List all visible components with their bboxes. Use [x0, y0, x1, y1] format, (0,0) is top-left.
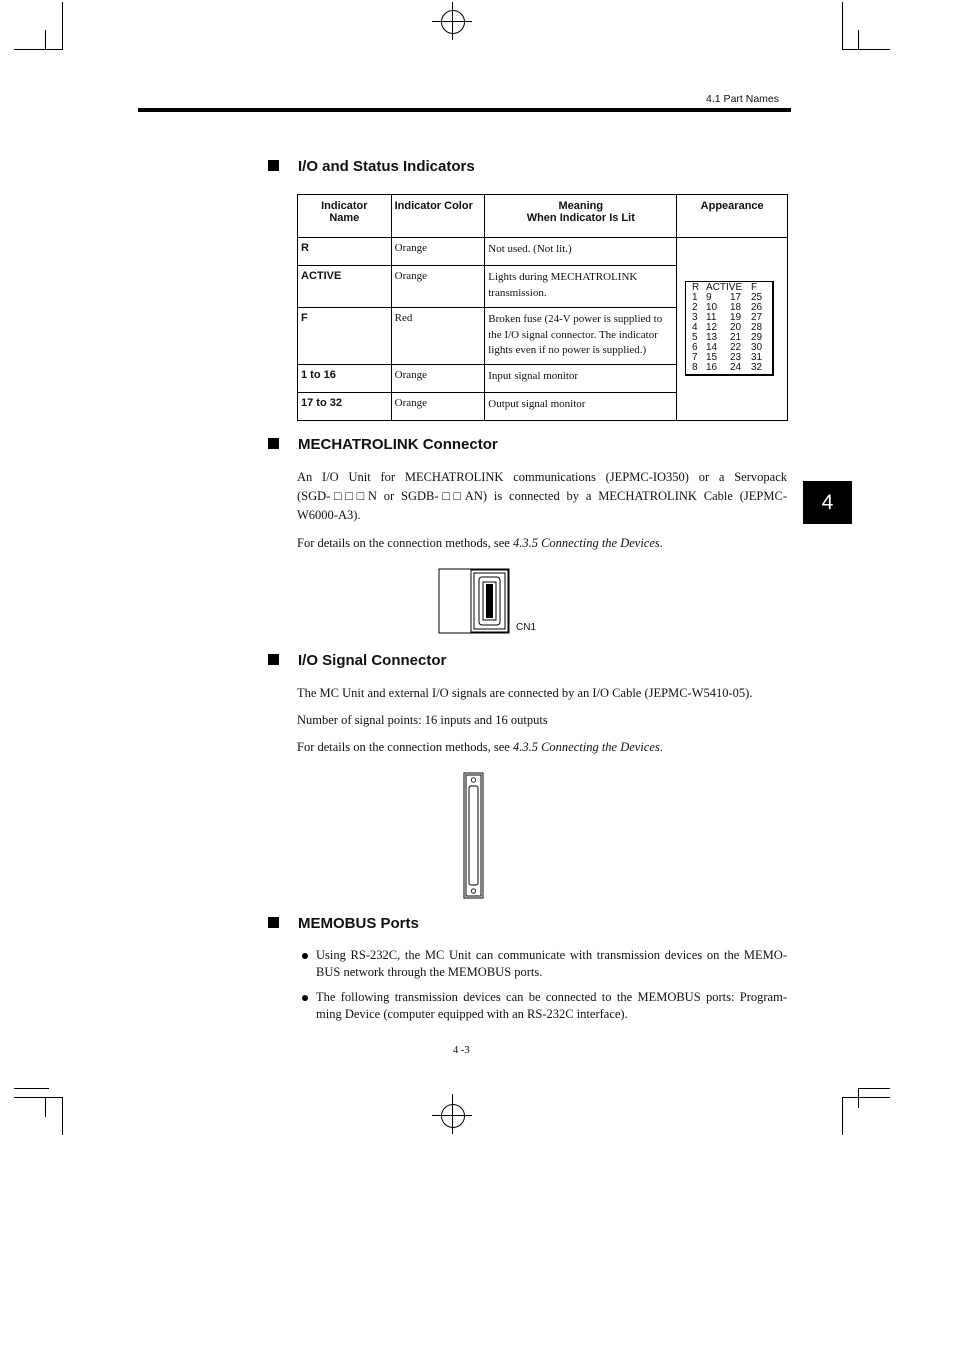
table-header-row	[298, 195, 788, 238]
section-heading-mechatrolink: MECHATROLINK Connector	[268, 436, 498, 453]
panel-led-number: 11	[706, 312, 717, 323]
registration-mark	[452, 1094, 453, 1134]
panel-label-f: F	[751, 282, 758, 293]
registration-mark	[432, 1115, 472, 1116]
panel-led-number: 18	[730, 302, 742, 313]
io-signal-points: Number of signal points: 16 inputs and 16 outputs	[297, 713, 548, 727]
section-heading-io-status: I/O and Status Indicators	[268, 158, 475, 175]
panel-led-number: 16	[706, 362, 718, 373]
crop-mark	[858, 1088, 890, 1089]
panel-led-number: 7	[692, 352, 698, 363]
panel-led-number: 14	[706, 342, 718, 353]
cn1-label: CN1	[516, 622, 537, 633]
io-connector-drawing	[463, 772, 485, 900]
panel-label-active: ACTIVE	[706, 282, 743, 293]
panel-led-number: 13	[706, 332, 718, 343]
panel-led-number: 3	[692, 312, 698, 323]
indicator-color: Orange	[391, 266, 485, 308]
indicator-name: 1 to 16	[298, 365, 392, 393]
bullet-icon	[302, 953, 308, 959]
indicator-meaning: Input signal monitor	[485, 365, 677, 393]
square-bullet-icon	[268, 654, 279, 665]
cross-reference-link[interactable]: 4.3.5 Connecting the Devices	[512, 740, 660, 754]
crop-mark	[842, 49, 890, 50]
panel-led-number: 24	[730, 362, 742, 373]
panel-led-number: 31	[751, 352, 763, 363]
crop-mark	[45, 30, 46, 50]
indicator-color: Orange	[391, 365, 485, 393]
panel-led-number: 32	[751, 362, 763, 373]
registration-mark	[441, 10, 465, 34]
indicator-name: 17 to 32	[298, 393, 392, 421]
crop-mark	[14, 49, 63, 50]
running-header: 4.1 Part Names	[706, 93, 779, 105]
square-bullet-icon	[268, 160, 279, 171]
panel-led-number: 19	[730, 312, 742, 323]
indicator-meaning: Output signal monitor	[485, 393, 677, 421]
io-signal-reference: For details on the connection methods, see 4.3.5 Connecting the Devices.	[297, 740, 663, 754]
panel-led-number: 21	[730, 332, 742, 343]
cross-reference-link[interactable]: 4.3.5 Connecting the Devices	[512, 536, 660, 550]
indicator-panel-diagram	[685, 281, 774, 376]
panel-led-number: 10	[706, 302, 718, 313]
list-item: The following transmission devices can be connected to the MEMOBUS ports: Program- ming Device (computer equipped with an RS-232C interface).	[300, 989, 790, 1025]
registration-mark	[432, 21, 472, 22]
panel-led-number: 27	[751, 312, 763, 323]
indicator-name: R	[298, 238, 392, 266]
indicator-color: Orange	[391, 393, 485, 421]
section-heading-memobus: MEMOBUS Ports	[268, 915, 419, 932]
crop-mark	[842, 2, 843, 50]
panel-led-number: 4	[692, 322, 698, 333]
crop-mark	[858, 30, 859, 50]
panel-led-number: 12	[706, 322, 718, 333]
crop-mark	[842, 1097, 843, 1135]
crop-mark	[858, 1088, 859, 1108]
panel-led-number: 15	[706, 352, 718, 363]
indicator-meaning: Broken fuse (24-V power is supplied to the I/O signal connector. The indicator lights even if no power is supplied.)	[485, 308, 677, 365]
crop-mark	[14, 1088, 49, 1089]
chapter-tab: 4	[803, 481, 852, 524]
registration-mark	[441, 1104, 465, 1128]
column-header: Indicator Name	[298, 195, 392, 238]
panel-led-number: 1	[692, 292, 698, 303]
column-header: Appearance	[677, 195, 788, 238]
panel-led-number: 6	[692, 342, 698, 353]
panel-led-number: 23	[730, 352, 742, 363]
square-bullet-icon	[268, 438, 279, 449]
page-number: 4 -3	[453, 1045, 470, 1056]
panel-led-number: 28	[751, 322, 763, 333]
panel-label-r: R	[692, 282, 700, 293]
crop-mark	[14, 1097, 63, 1098]
indicator-name: F	[298, 308, 392, 365]
crop-mark	[45, 1097, 46, 1117]
section-heading-io-signal: I/O Signal Connector	[268, 652, 446, 669]
panel-led-number: 20	[730, 322, 742, 333]
panel-led-number: 25	[751, 292, 763, 303]
indicator-color: Orange	[391, 238, 485, 266]
indicator-name: ACTIVE	[298, 266, 392, 308]
panel-led-number: 8	[692, 362, 698, 373]
panel-led-number: 5	[692, 332, 698, 343]
io-signal-paragraph: The MC Unit and external I/O signals are connected by an I/O Cable (JEPMC-W5410-05).	[297, 686, 753, 700]
indicator-color: Red	[391, 308, 485, 365]
mechatrolink-paragraph: An I/O Unit for MECHATROLINK communications (JEPMC-IO350) or a Servopack (SGD-□□□N or SGDB-□□AN) is connected by a MECHATROLINK Cable (JEPMC- W6000-A3).	[297, 470, 787, 522]
column-header: Indicator Color	[391, 195, 485, 238]
crop-mark	[62, 2, 63, 50]
panel-led-number: 2	[692, 302, 698, 313]
crop-mark	[842, 1097, 890, 1098]
table-row	[298, 238, 788, 266]
panel-led-number: 29	[751, 332, 763, 343]
header-rule	[138, 108, 791, 112]
square-bullet-icon	[268, 917, 279, 928]
panel-led-number: 30	[751, 342, 763, 353]
bullet-icon	[302, 995, 308, 1001]
panel-led-number: 22	[730, 342, 742, 353]
indicator-meaning: Not used. (Not lit.)	[485, 238, 677, 266]
cn1-connector-drawing	[438, 568, 518, 636]
list-item: Using RS-232C, the MC Unit can communicate with transmission devices on the MEMO- BUS network through the MEMOBUS ports.	[300, 947, 790, 983]
mechatrolink-reference: For details on the connection methods, see 4.3.5 Connecting the Devices.	[297, 536, 663, 550]
panel-led-number: 26	[751, 302, 763, 313]
panel-led-number: 17	[730, 292, 742, 303]
crop-mark	[62, 1097, 63, 1135]
panel-led-number: 9	[706, 292, 712, 303]
indicator-meaning: Lights during MECHATROLINK transmission.	[485, 266, 677, 308]
column-header: Meaning When Indicator Is Lit	[485, 195, 677, 238]
